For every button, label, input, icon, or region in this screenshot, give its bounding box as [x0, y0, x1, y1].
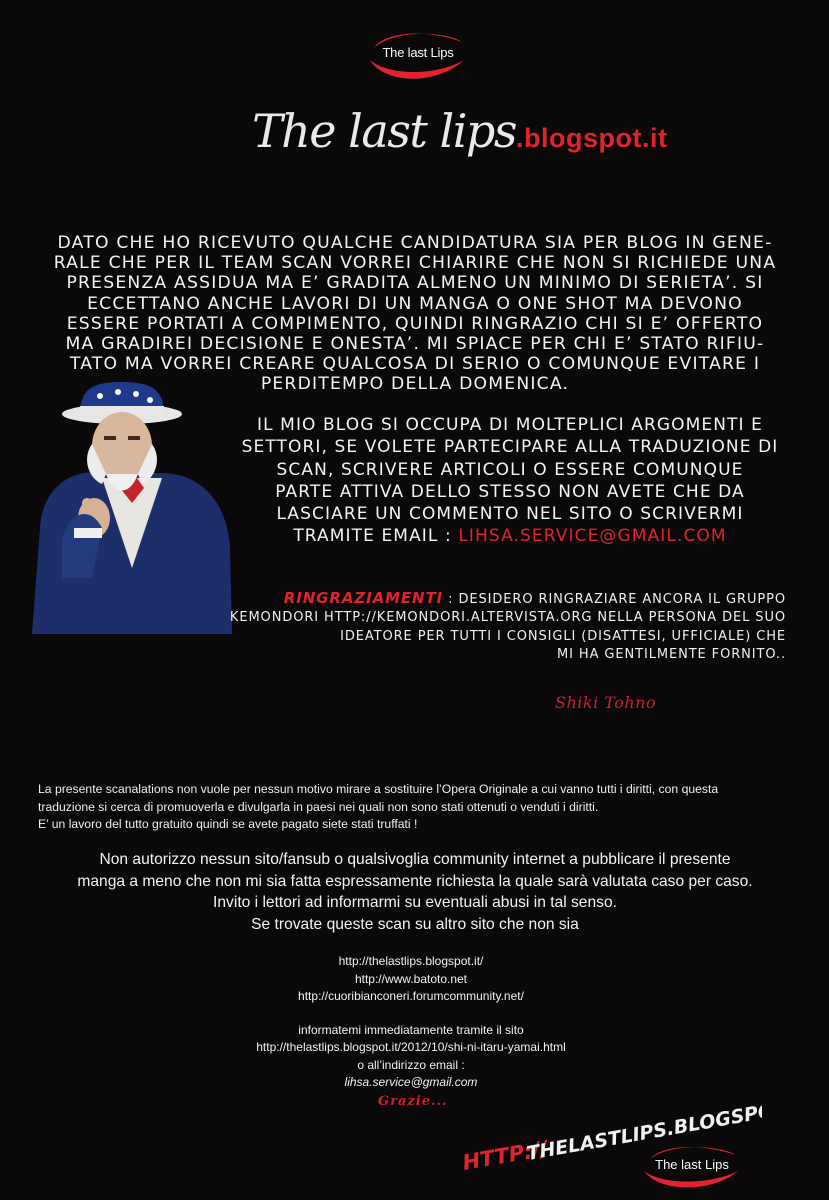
blog-info-paragraph [210, 414, 810, 548]
top-logo-text: The last Lips [382, 45, 454, 60]
disclaimer [38, 781, 788, 834]
intro-line: TATO MA VORREI CREARE QUALCOSA DI SERIO O COMUNQUE EVITARE I [69, 354, 761, 375]
thanks-line: : DESIDERO RINGRAZIARE ANCORA IL GRUPPO [443, 592, 786, 607]
top-lips-logo [366, 26, 470, 84]
notice-line: manga a meno che non mi sia fatta espressamente richiesta la quale sarà valutata caso per caso. [77, 872, 753, 890]
rights-notice [30, 849, 800, 935]
bottom-lips-logo [640, 1141, 744, 1191]
blog-info-line: PARTE ATTIVA DELLO STESSO NON AVETE CHE DA [275, 481, 745, 502]
footer-url-domain: THELASTLIPS.BLOGSPOT.IT [525, 1093, 762, 1165]
email-prefix: TRAMITE EMAIL : [293, 526, 459, 547]
intro-line: ESSERE PORTATI A COMPIMENTO, QUINDI RINGRAZIO CHI SI E’ OFFERTO [66, 313, 764, 334]
site-link[interactable]: http://thelastlips.blogspot.it/ [338, 954, 484, 968]
intro-line: PRESENZA ASSIDUA MA E’ GRADITA ALMENO UN MINIMO DI SERIETA’. SI [66, 273, 764, 294]
intro-line: PERDITEMPO DELLA DOMENICA. [260, 374, 570, 395]
thanks-line: IDEATORE PER TUTTI I CONSIGLI (DISATTESI, UFFICIALE) CHE [340, 628, 786, 644]
footer-url-prefix: HTTP:// [462, 1136, 550, 1175]
blog-info-line: IL MIO BLOG SI OCCUPA DI MOLTEPLICI ARGOMENTI E [256, 415, 763, 435]
intro-paragraph [30, 233, 800, 395]
thanks-label: RINGRAZIAMENTI [283, 589, 444, 607]
signature: Shiki Tohno [555, 693, 657, 712]
disclaimer-line: traduzione si cerca di promuoverla e divulgarla in paesi nei quali non sono stati ottenuti o venduti i diritti. [38, 799, 599, 814]
site-link[interactable]: http://www.batoto.net [354, 971, 468, 986]
blog-heading [252, 104, 692, 168]
notice-line: Se trovate queste scan su altro sito che non sia [251, 915, 579, 933]
email-text: o all’indirizzo email : [357, 1057, 465, 1072]
blog-info-line: LASCIARE UN COMMENTO NEL SITO O SCRIVERMI [276, 504, 744, 525]
blog-info-line: SCAN, SCRIVERE ARTICOLI O ESSERE COMUNQUE [276, 459, 744, 480]
intro-line: MA GRADIREI DECISIONE E ONESTA’. MI SPIACE PER CHI E’ STATO RIFIU- [65, 334, 765, 355]
thanks-line: KEMONDORI HTTP://KEMONDORI.ALTERVISTA.ORG NELLA PERSONA DEL SUO [229, 610, 786, 626]
inform-text: informatemi immediatamente tramite il sito [298, 1022, 524, 1037]
chapter-link[interactable]: http://thelastlips.blogspot.it/2012/10/shi-ni-itaru-yamai.html [256, 1040, 566, 1054]
blog-info-line: SETTORI, SE VOLETE PARTECIPARE ALLA TRADUZIONE DI [241, 437, 779, 458]
thanks-line: MI HA GENTILMENTE FORNITO.. [557, 646, 786, 662]
bottom-logo-text: The last Lips [655, 1157, 729, 1172]
notice-line: Non autorizzo nessun sito/fansub o qualsivoglia community internet a pubblicare il presente [99, 851, 731, 868]
blog-domain: .blogspot.it [515, 123, 668, 153]
blog-name: The last lips [252, 104, 516, 158]
disclaimer-line: E’ un lavoro del tutto gratuito quindi se avete pagato siete stati truffati ! [38, 817, 418, 831]
contact-email-link[interactable]: LIHSA.SERVICE@GMAIL.COM [458, 526, 727, 547]
notice-line: Invito i lettori ad informarmi su eventuali abusi in tal senso. [213, 894, 617, 911]
blog-info-email-line [210, 525, 810, 547]
disclaimer-line: La presente scanalations non vuole per nessun motivo mirare a sostituire l’Opera Originale a cui vanno tutti i diritti, con questa [38, 782, 719, 796]
thanks-paragraph [176, 589, 786, 664]
intro-line: DATO CHE HO RICEVUTO QUALCHE CANDIDATURA SIA PER BLOG IN GENE- [57, 233, 773, 253]
intro-line: ECCETTANO ANCHE LAVORI DI UN MANGA O ONE SHOT MA DEVONO [87, 293, 743, 314]
authorized-links [210, 953, 612, 1092]
footer-email-link[interactable]: lihsa.service@gmail.com [344, 1075, 478, 1089]
intro-line: RALE CHE PER IL TEAM SCAN VORREI CHIARIRE CHE NON SI RICHIEDE UNA [53, 253, 777, 274]
site-link[interactable]: http://cuoribianconeri.forumcommunity.net/ [298, 989, 524, 1003]
grazie-text: Grazie... [378, 1094, 448, 1109]
